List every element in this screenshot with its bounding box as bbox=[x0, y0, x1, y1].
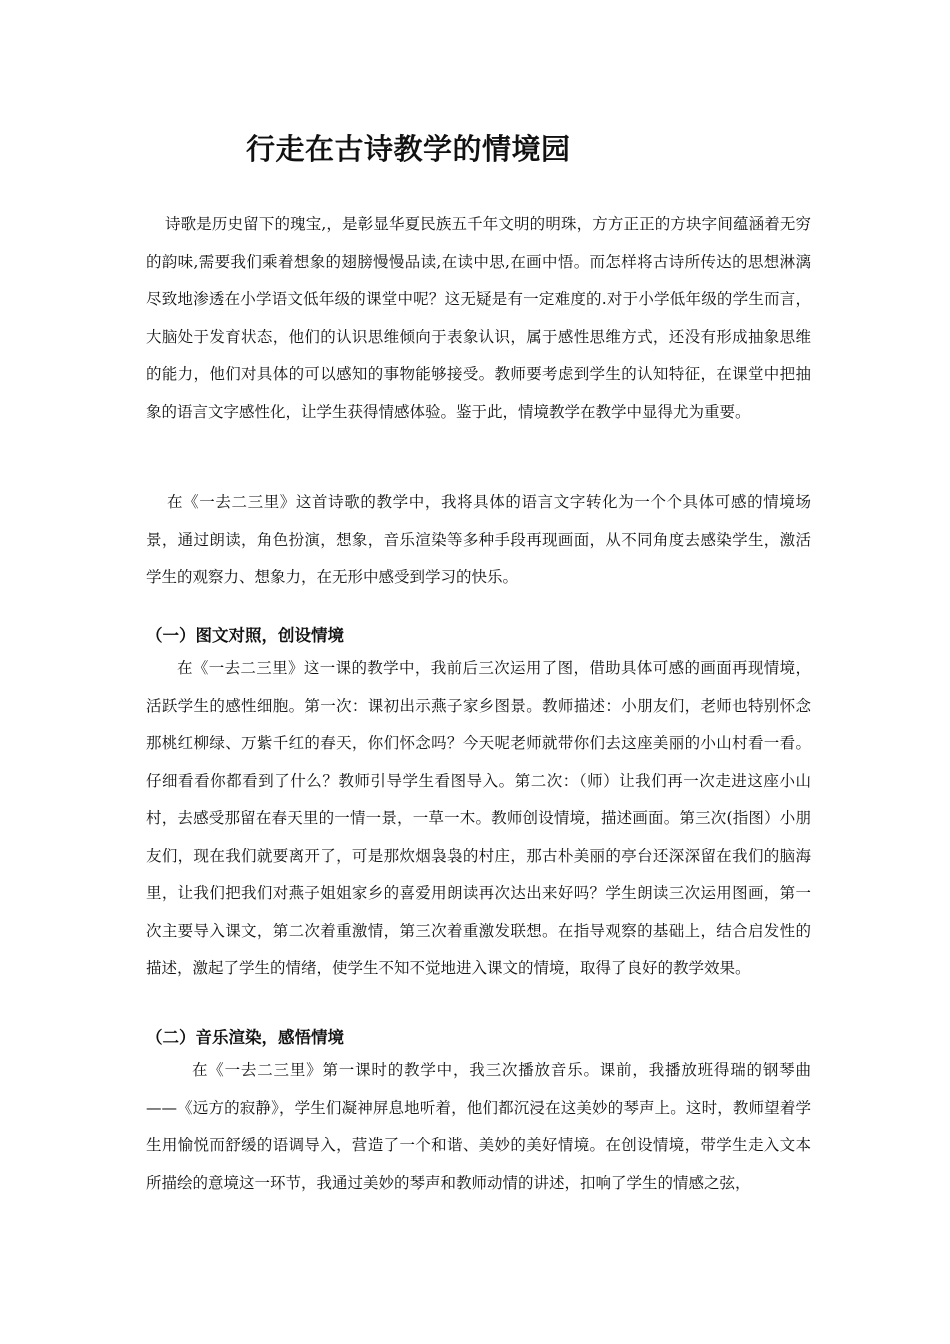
document-title: 行走在古诗教学的情境园 bbox=[246, 132, 571, 166]
section2-paragraph: 在《一去二三里》第一课时的教学中，我三次播放音乐。课前，我播放班得瑞的钢琴曲——《远方的寂静》，学生们凝神屏息地听着，他们都沉浸在这美妙的琴声上。这时，教师望着学生用愉悦而舒缓的语调导入，营造了一个和谐、美妙的美好情境。在创设情境，带学生走入文本所描绘的意境这一环节，我通过美妙的琴声和教师动情的讲述，扣响了学生的情感之弦， bbox=[146, 1061, 811, 1192]
overview-paragraph: 在《一去二三里》这首诗歌的教学中，我将具体的语言文字转化为一个个具体可感的情境场景，通过朗读，角色扮演，想象，音乐渲染等多种手段再现画面，从不同角度去感染学生，激活学生的观察力、想象力，在无形中感受到学习的快乐。 bbox=[146, 493, 811, 586]
section-heading-1: （一）图文对照，创设情境 bbox=[146, 626, 344, 645]
section1-paragraph: 在《一去二三里》这一课的教学中，我前后三次运用了图，借助具体可感的画面再现情境，活跃学生的感性细胞。第一次：课初出示燕子家乡图景。教师描述：小朋友们，老师也特别怀念那桃红柳绿、万紫千红的春天，你们怀念吗？今天呢老师就带你们去这座美丽的小山村看一看。仔细看看你都看到了什么？教师引导学生看图导入。第二次：（师）让我们再一次走进这座小山村，去感受那留在春天里的一情一景，一草一木。教师创设情境，描述画面。第三次(指图）小朋友们，现在我们就要离开了，可是那炊烟袅袅的村庄，那古朴美丽的亭台还深深留在我们的脑海里，让我们把我们对燕子姐姐家乡的喜爱用朗读再次达出来好吗？学生朗读三次运用图画，第一次主要导入课文，第二次着重激情，第三次着重激发联想。在指导观察的基础上，结合启发性的描述，激起了学生的情绪，使学生不知不觉地进入课文的情境，取得了良好的教学效果。 bbox=[146, 659, 811, 977]
section-heading-2: （二）音乐渲染，感悟情境 bbox=[146, 1028, 344, 1047]
intro-paragraph: 诗歌是历史留下的瑰宝,，是彰显华夏民族五千年文明的明珠，方方正正的方块字间蕴涵着无穷的韵味,需要我们乘着想象的翅膀慢慢品读,在读中思,在画中悟。而怎样将古诗所传达的思想淋漓尽致地渗透在小学语文低年级的课堂中呢？这无疑是有一定难度的.对于小学低年级的学生而言，大脑处于发育状态，他们的认识思维倾向于表象认识，属于感性思维方式，还没有形成抽象思维的能力，他们对具体的可以感知的事物能够接受。教师要考虑到学生的认知特征，在课堂中把抽象的语言文字感性化，让学生获得情感体验。鉴于此，情境教学在教学中显得尤为重要。 bbox=[146, 215, 811, 421]
